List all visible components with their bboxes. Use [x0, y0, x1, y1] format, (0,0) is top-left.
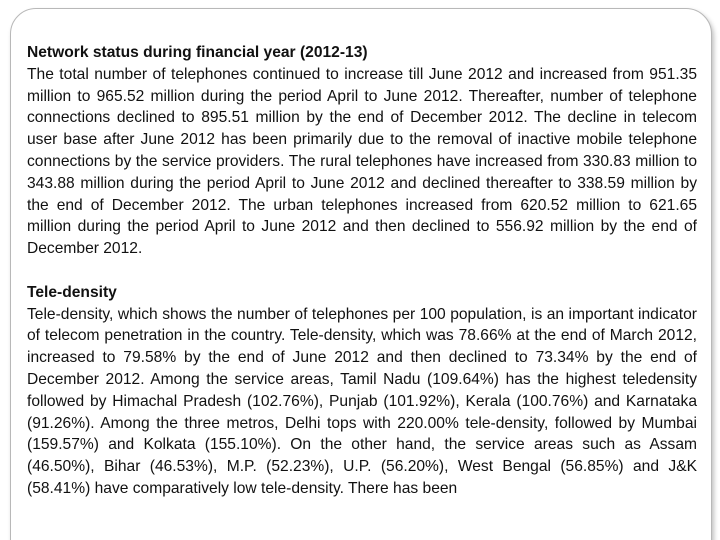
network-status-heading: Network status during financial year (2012-13): [27, 44, 368, 61]
paragraph-spacer: [27, 260, 697, 282]
tele-density-heading: Tele-density: [27, 283, 117, 301]
network-status-paragraph: The total number of telephones continued to increase till June 2012 and increased from 951.35 million to 965.52 million during the period April to June 2012. Thereafter, number of telephone connections declined to 895.51 million by the end of December 2012. The decline in telecom user base after June 2012 has been primarily due to the removal of inactive mobile telephone connections by the service providers. The rural telephones have increased from 330.83 million to 343.88 million during the period April to June 2012 and declined thereafter to 338.59 million by the end of December 2012. The urban telephones increased from 620.52 million to 621.65 million during the period April to June 2012 and then declined to 556.92 million by the end of December 2012.: [27, 65, 697, 258]
text-content: [27, 42, 697, 500]
tele-density-paragraph: Tele-density, which shows the number of telephones per 100 population, is an important indicator of telecom penetration in the country. Tele-density, which was 78.66% at the end of March 2012, increased to 79.58% by the end of June 2012 and then declined to 73.34% by the end of December 2012. Among the service areas, Tamil Nadu (109.64%) has the highest teledensity followed by Himachal Pradesh (102.76%), Punjab (101.92%), Kerala (100.76%) and Karnataka (91.26%). Among the three metros, Delhi tops with 220.00% tele-density, followed by Mumbai (159.57%) and Kolkata (155.10%). On the other hand, the service areas such as Assam (46.50%), Bihar (46.53%), M.P. (52.23%), U.P. (56.20%), West Bengal (56.85%) and J&K (58.41%) have comparatively low tele-density. There has been: [27, 305, 697, 497]
